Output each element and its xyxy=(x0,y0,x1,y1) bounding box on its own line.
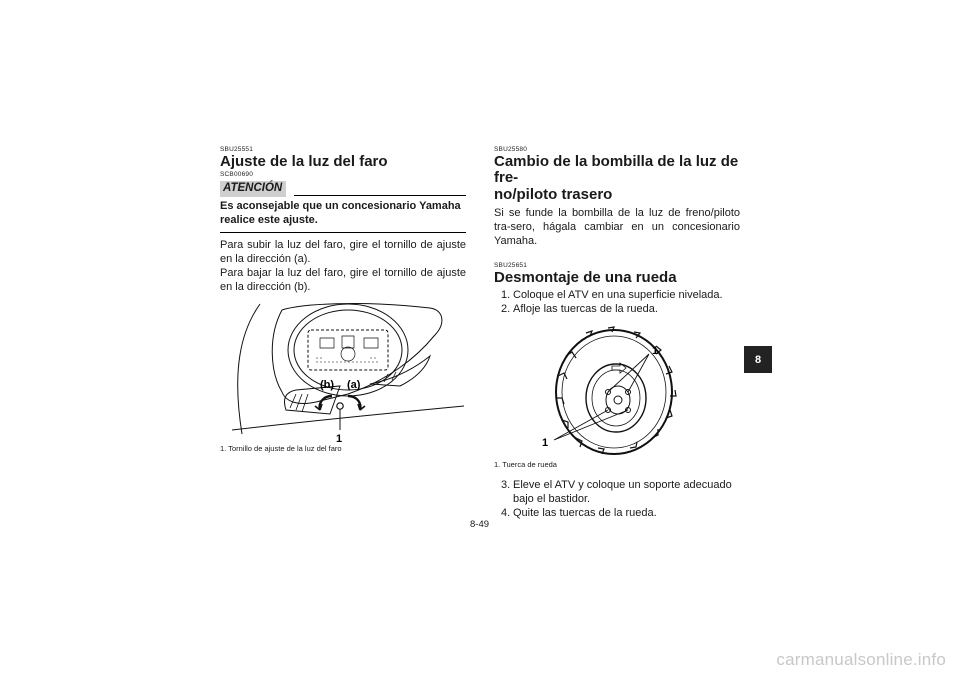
list-item: 1. Coloque el ATV en una superficie nivelada. xyxy=(501,289,723,301)
figure-caption: 1. Tuerca de rueda xyxy=(494,460,557,469)
section-code: SBU25551 xyxy=(220,146,254,153)
label-1-top: 1 xyxy=(652,345,659,357)
caution-rule xyxy=(294,195,466,196)
steps-list-b xyxy=(494,478,740,520)
left-column xyxy=(220,146,466,454)
caution-text: Es aconsejable que un concesionario Yamaha realice este ajuste. xyxy=(220,200,461,226)
figure-caption: 1. Tornillo de ajuste de la luz del faro xyxy=(220,444,342,453)
label-b: (b) xyxy=(320,379,335,391)
wheel-illustration xyxy=(494,326,740,458)
list-item: 3. Eleve el ATV y coloque un soporte adecuado bajo el bastidor. xyxy=(501,479,732,505)
chapter-tab: 8 xyxy=(744,346,772,373)
caution-bottom-rule xyxy=(220,232,466,233)
list-item: 4. Quite las tuercas de la rueda. xyxy=(501,507,657,519)
paragraph-brake-light: Si se funde la bombilla de la luz de freno/piloto tra-sero, hágala cambiar en un concesionario Yamaha. xyxy=(494,207,740,247)
caution-label: ATENCIÓN xyxy=(220,181,286,197)
section-title-line2: no/piloto trasero xyxy=(494,186,613,203)
steps-list-a xyxy=(494,288,740,316)
label-1: 1 xyxy=(336,433,343,444)
right-column xyxy=(494,146,740,520)
label-1-bottom: 1 xyxy=(542,437,549,449)
label-a: (a) xyxy=(347,379,361,391)
wheel-figure xyxy=(494,326,740,458)
list-item: 2. Afloje las tuercas de la rueda. xyxy=(501,303,658,315)
section-code: SBU25580 xyxy=(494,146,528,153)
headlight-illustration xyxy=(220,302,466,444)
headlight-figure xyxy=(220,302,466,444)
paragraph-lower: Para bajar la luz del faro, gire el tornillo de ajuste en la dirección (b). xyxy=(220,267,466,293)
section-title-line1: Cambio de la bombilla de la luz de fre- xyxy=(494,153,739,186)
watermark: carmanualsonline.info xyxy=(776,650,946,669)
section-code-2: SBU25651 xyxy=(494,262,528,269)
section-title: Ajuste de la luz del faro xyxy=(220,153,388,170)
paragraph-raise: Para subir la luz del faro, gire el tornillo de ajuste en la dirección (a). xyxy=(220,239,466,265)
caution-code: SCB00690 xyxy=(220,171,254,178)
caution-header xyxy=(220,181,466,197)
section-title-wheel: Desmontaje de una rueda xyxy=(494,269,677,286)
page-number: 8-49 xyxy=(470,519,490,530)
